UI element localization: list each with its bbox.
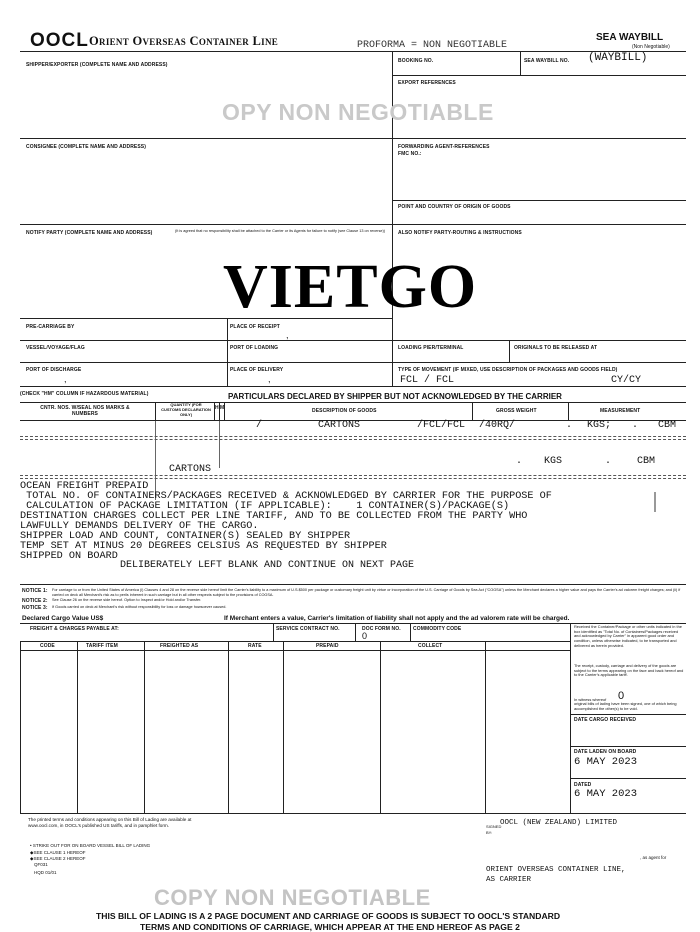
vessel-label: VESSEL/VOYAGE/FLAG: [26, 345, 85, 351]
row2-dot-weight: .: [516, 456, 523, 467]
discharge-comma: ,: [64, 374, 67, 384]
notify-party-label: NOTIFY PARTY (COMPLETE NAME AND ADDRESS): [26, 230, 153, 236]
col-prepaid: PREPAID: [316, 643, 339, 649]
particulars-body-5: SHIPPER LOAD AND COUNT, CONTAINER(S) SEALED BY SHIPPER: [20, 531, 351, 542]
notice-1-text: For carriage to or from the United States of America (i) Clauses 4 and 28 on the reverse side hereof limit the Carrier's liability to a maximum of U.S.$500 per package or customary freight unit by virtue or incorporation of the U.S. Carriage of Goods by Sea Act ("COGSA") unless the Merchant declares a higher value and pays the Carrier's ad valorem freight charges; and (ii) if carried on deck all Merchant's risk as to perils inherent in such carriage but in all other respects subject to the provisions of COGSA.: [52, 588, 681, 597]
originals-released-label: ORIGINALS TO BE RELEASED AT: [514, 345, 598, 351]
bottom-notice-1: THIS BILL OF LADING IS A 2 PAGE DOCUMENT AND CARRIAGE OF GOODS IS SUBJECT TO OOCL'S STANDARD: [96, 911, 561, 921]
declared-value-note: If Merchant enters a value, Carrier's limitation of liability shall not apply and the ad valorem rate will be charged.: [224, 615, 570, 622]
port-of-discharge-label: PORT OF DISCHARGE: [26, 367, 82, 373]
copy-watermark-top: OPY NON NEGOTIABLE: [222, 99, 494, 125]
movement-fcl: FCL / FCL: [400, 375, 455, 386]
declared-value-label: Declared Cargo Value US$: [22, 615, 104, 622]
col-m: M: [220, 405, 225, 411]
row1-kgs: KGS;: [587, 420, 612, 431]
place-of-receipt-label: PLACE OF RECEIPT: [230, 324, 280, 330]
witness-number: 0: [618, 690, 625, 702]
row2-cbm: CBM: [637, 456, 656, 467]
notice-3-label: NOTICE 3:: [22, 605, 48, 611]
proforma-label: PROFORMA = NON NEGOTIABLE: [357, 40, 508, 51]
commodity-code-label: COMMODITY CODE: [413, 626, 462, 632]
witness-text-a: In witness whereof: [574, 697, 607, 702]
received-text: Received the Container/Package or other units indicated in the box identified as "Total No. of Containers/Packages received and acknowledged by Carrier" in apparent good order and condition, unless otherwise indicated, to be transported and delivered as herein provided.: [574, 624, 682, 648]
continue-next-page: DELIBERATELY LEFT BLANK AND CONTINUE ON NEXT PAGE: [120, 560, 415, 571]
movement-cy: CY/CY: [611, 375, 642, 386]
hqd-code: HQD 01/01: [34, 870, 57, 875]
col-gross-weight: GROSS WEIGHT: [496, 408, 537, 414]
notice-1-label: NOTICE 1:: [22, 588, 48, 594]
receipt-comma: ,: [286, 330, 289, 340]
waybill-no-label: SEA WAYBILL NO.: [524, 58, 570, 64]
particulars-body-6: TEMP SET AT MINUS 20 DEGREES CELSIUS AS REQUESTED BY SHIPPER: [20, 541, 387, 552]
col-freighted-as: FREIGHTED AS: [160, 643, 199, 649]
hazard-note: (CHECK "HM" COLUMN IF HAZARDOUS MATERIAL): [20, 391, 149, 397]
col-collect: COLLECT: [418, 643, 443, 649]
particulars-title: PARTICULARS DECLARED BY SHIPPER BUT NOT ACKNOWLEDGED BY THE CARRIER: [228, 392, 562, 401]
payable-at-label: FREIGHT & CHARGES PAYABLE AT:: [30, 626, 119, 632]
doc-form-label: DOC FORM NO.: [362, 626, 401, 632]
company-name: Orient Overseas Container Line: [89, 34, 279, 48]
particulars-body-0: OCEAN FREIGHT PREPAID: [20, 481, 149, 492]
particulars-body-2: CALCULATION OF PACKAGE LIMITATION (IF APPLICABLE): 1 CONTAINER(S)/PACKAGE(S): [20, 501, 510, 512]
date-laden-value: 6 MAY 2023: [574, 756, 638, 768]
row1-dot-weight: .: [566, 420, 573, 431]
col-rate: RATE: [248, 643, 262, 649]
col-measurement: MEASUREMENT: [600, 408, 641, 414]
pre-carriage-label: PRE-CARRIAGE BY: [26, 324, 75, 330]
col-code: CODE: [40, 643, 55, 649]
waybill-no-value: (WAYBILL): [588, 52, 648, 64]
strike-out-note: • STRIKE OUT FOR ON BOARD VESSEL BILL OF LADING: [30, 843, 151, 848]
dated-label: DATED: [574, 782, 592, 788]
consignee-label: CONSIGNEE (COMPLETE NAME AND ADDRESS): [26, 144, 147, 150]
loading-pier-label: LOADING PIER/TERMINAL: [398, 345, 464, 351]
row2-cartons: CARTONS: [169, 464, 212, 475]
printed-terms: The printed terms and conditions appearing on this Bill of Lading are available at www.oocl.com, in OOCL's published US tariffs, and in pamphlet form.: [28, 817, 192, 828]
bottom-notice-2: TERMS AND CONDITIONS OF CARRIAGE, WHICH APPEAR AT THE END HEREOF AS PAGE 2: [140, 922, 520, 932]
copy-watermark-bottom: COPY NON NEGOTIABLE: [154, 885, 431, 910]
row1-cbm: CBM: [658, 420, 677, 431]
date-cargo-received-label: DATE CARGO RECEIVED: [574, 717, 637, 723]
row2-dot-measure: .: [605, 456, 612, 467]
form-code: QF031: [34, 862, 48, 867]
notice-3-text: If Goods carried on deck at Merchant's risk without responsibility for loss or damage howsoever caused.: [52, 605, 227, 609]
dated-value: 6 MAY 2023: [574, 788, 638, 800]
receipt-custody-text: The receipt, custody, carriage and delivery of the goods are subject to the terms appearing on the face and back hereof and to the Carrier's applicable tariff.: [574, 663, 684, 678]
delivery-comma: ,: [268, 374, 271, 384]
col-quantity: QUANTITY (FOR CUSTOMS DECLARATION ONLY): [161, 402, 211, 417]
col-tariff-item: TARIFF ITEM: [86, 643, 118, 649]
export-references-label: EXPORT REFERENCES: [398, 80, 456, 86]
port-of-loading-label: PORT OF LOADING: [230, 345, 279, 351]
col-description: DESCRIPTION OF GOODS: [312, 408, 377, 414]
signed-by-value: OOCL (NEW ZEALAND) LIMITED: [500, 819, 618, 827]
witness-text-b: original bills of lading have been signed, one of which being accomplished the other(s) to be void.: [574, 701, 677, 711]
as-agent-for: , as agent for: [640, 855, 667, 860]
place-of-delivery-label: PLACE OF DELIVERY: [230, 367, 284, 373]
oocl-logo: OOCL: [30, 30, 89, 51]
row1-cartons: CARTONS: [318, 420, 361, 431]
document-title: SEA WAYBILL: [596, 32, 664, 43]
particulars-body-4: LAWFULLY DEMANDS DELIVERY OF THE CARGO.: [20, 521, 259, 532]
service-contract-label: SERVICE CONTRACT NO.: [276, 626, 340, 632]
see-clause-1: ◆SEE CLAUSE 1 HEREOF: [30, 850, 86, 855]
origin-label: POINT AND COUNTRY OF ORIGIN OF GOODS: [398, 204, 511, 210]
date-laden-label: DATE LADEN ON BOARD: [574, 749, 637, 755]
carrier-name: ORIENT OVERSEAS CONTAINER LINE, AS CARRIER: [486, 866, 626, 884]
particulars-body-3: DESTINATION CHARGES COLLECT PER LINE TARIFF, AND TO BE COLLECTED FROM THE PARTY WHO: [20, 511, 528, 522]
row1-slash: /: [256, 420, 263, 431]
booking-no-label: BOOKING NO.: [398, 58, 434, 64]
col-h: H: [215, 405, 219, 411]
type-of-movement-label: TYPE OF MOVEMENT (IF MIXED, USE DESCRIPTION OF PACKAGES AND GOODS FIELD): [398, 367, 618, 373]
notify-note: (It is agreed that no responsibility shall be attached to the Carrier or its Agents for failure to notify (see Clause 13 on reverse)): [175, 229, 385, 233]
forwarding-agent-label: FORWARDING AGENT-REFERENCES: [398, 144, 490, 150]
doc-form-value: 0: [362, 631, 368, 641]
signed-by-label: SIGNED BY:: [486, 824, 502, 835]
shipper-label: SHIPPER/EXPORTER (COMPLETE NAME AND ADDRESS): [26, 62, 168, 68]
also-notify-label: ALSO NOTIFY PARTY-ROUTING & INSTRUCTIONS: [398, 230, 522, 236]
see-clause-2: ◆SEE CLAUSE 2 HEREOF: [30, 856, 86, 861]
document-subtitle: (Non Negotiable): [632, 44, 670, 50]
notice-2-text: See Clause 26 on the reverse side hereof. Option to Inspect and/or Hold and/or Transfer.: [52, 598, 202, 602]
notice-2-label: NOTICE 2:: [22, 598, 48, 604]
row1-fcl: /FCL/FCL: [417, 420, 466, 431]
row2-kgs: KGS: [544, 456, 563, 467]
col-marks: CNTR. NOS. W/SEAL NOS MARKS & NUMBERS: [40, 405, 130, 417]
row1-dot-measure: .: [632, 420, 639, 431]
row1-container-type: /40RQ/: [479, 420, 516, 431]
particulars-body-7: SHIPPED ON BOARD: [20, 551, 118, 562]
fmc-no-label: FMC NO.:: [398, 151, 422, 157]
particulars-body-1: TOTAL NO. OF CONTAINERS/PACKAGES RECEIVED & ACKNOWLEDGED BY CARRIER FOR THE PURPOSE OF: [20, 491, 552, 502]
vietgo-watermark: VIETGO: [223, 253, 478, 321]
